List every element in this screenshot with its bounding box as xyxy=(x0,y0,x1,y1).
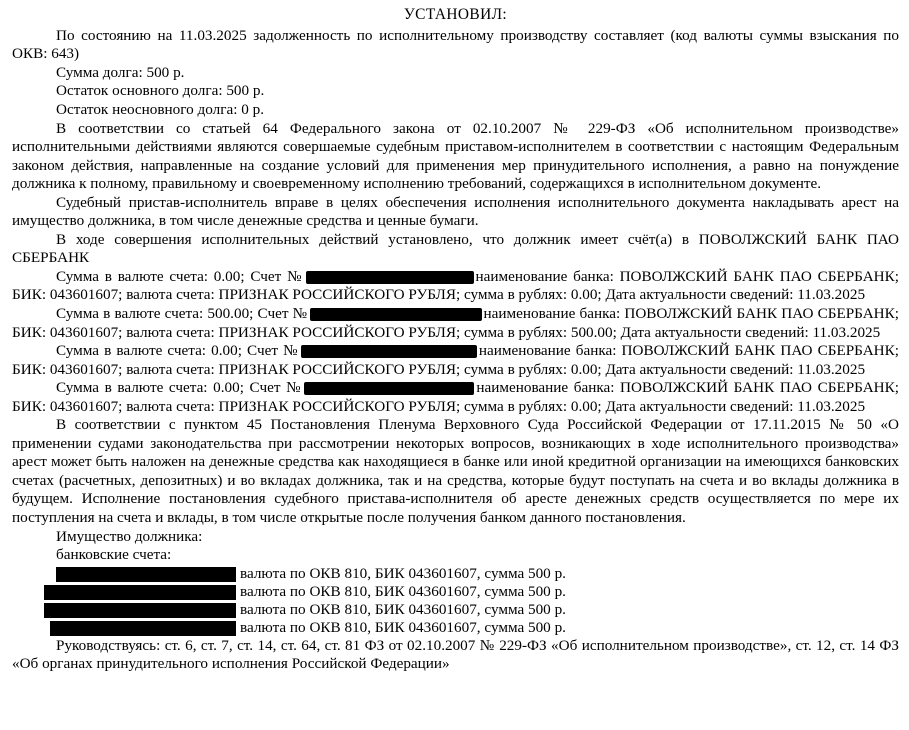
paragraph-arrest-right: Судебный пристав-исполнитель вправе в целях обеспечения исполнения исполнительного документа накладывать арест на имущество должника, в том числе денежные средства и ценные бумаги. xyxy=(12,193,899,230)
assets-list xyxy=(12,565,899,637)
account-prefix: Сумма в валюте счета: 0.00; Счет № xyxy=(56,379,303,397)
redacted-account-number xyxy=(304,382,474,395)
assets-label: Имущество должника: xyxy=(56,527,203,545)
debt-line-nonprincipal-remainder: Остаток неосновного долга: 0 р. xyxy=(56,100,264,118)
account-entry-1 xyxy=(12,268,899,305)
paragraph-closing: Руководствуясь: ст. 6, ст. 7, ст. 14, ст. 64, ст. 81 ФЗ от 02.10.2007 № 229-ФЗ «Об исполнительном производстве», ст. 12, ст. 14 ФЗ «Об органах принудительного исполнения Российской Федерации» xyxy=(12,636,899,673)
redacted-account-number xyxy=(50,621,236,636)
redacted-account-number xyxy=(310,308,482,321)
account-suffix: наименование банка: ПОВОЛЖСКИЙ БАНК ПАО СБЕРБАНК; БИК: 043601607; валюта счета: ПРИЗНАК РОССИЙСКОГО РУБЛЯ; сумма в рублях: 500.00; Дата актуальности сведений: 11.03.2025 xyxy=(12,304,899,341)
account-suffix: наименование банка: ПОВОЛЖСКИЙ БАНК ПАО СБЕРБАНК; БИК: 043601607; валюта счета: ПРИЗНАК РОССИЙСКОГО РУБЛЯ; сумма в рублях: 0.00; Дата актуальности сведений: 11.03.2025 xyxy=(12,342,899,378)
account-prefix: Сумма в валюте счета: 0.00; Счет № xyxy=(56,267,304,285)
asset-row-text: валюта по ОКВ 810, БИК 043601607, сумма 500 р. xyxy=(240,618,566,636)
account-entry-4 xyxy=(12,379,899,416)
list-item xyxy=(12,619,899,637)
asset-row-text: валюта по ОКВ 810, БИК 043601607, сумма 500 р. xyxy=(240,582,566,600)
paragraph-accounts-found: В ходе совершения исполнительных действий установлено, что должник имеет счёт(а) в ПОВОЛЖСКИЙ БАНК ПАО СБЕРБАНК xyxy=(12,230,899,267)
list-item xyxy=(12,583,899,601)
account-suffix: наименование банка: ПОВОЛЖСКИЙ БАНК ПАО СБЕРБАНК; БИК: 043601607; валюта счета: ПРИЗНАК РОССИЙСКОГО РУБЛЯ; сумма в рублях: 0.00; Дата актуальности сведений: 11.03.2025 xyxy=(12,379,899,415)
redacted-account-number xyxy=(44,603,236,618)
paragraph-law-64: В соответствии со статьей 64 Федерального закона от 02.10.2007 № 229-ФЗ «Об исполнительном производстве» исполнительными действиями являются совершаемые судебным приставом-исполнителем в соответствии с настоящим Федеральным законом действия, направленные на создание условий для применения мер принудительного исполнения, а равно на понуждение должника к полному, правильному и своевременному исполнению требований, содержащихся в исполнительном документе. xyxy=(12,119,899,193)
redacted-account-number xyxy=(306,271,474,284)
account-prefix: Сумма в валюте счета: 500.00; Счет № xyxy=(56,304,308,322)
account-prefix: Сумма в валюте счета: 0.00; Счет № xyxy=(56,342,299,360)
redacted-account-number xyxy=(301,345,477,358)
page-title: УСТАНОВИЛ: xyxy=(403,6,508,23)
account-suffix: наименование банка: ПОВОЛЖСКИЙ БАНК ПАО СБЕРБАНК; БИК: 043601607; валюта счета: ПРИЗНАК РОССИЙСКОГО РУБЛЯ; сумма в рублях: 0.00; Дата актуальности сведений: 11.03.2025 xyxy=(12,267,899,304)
redacted-account-number xyxy=(56,567,236,582)
list-item xyxy=(12,565,899,583)
intro-paragraph: По состоянию на 11.03.2025 задолженность по исполнительному производству составляет (код валюты суммы взыскания по ОКВ: 643) xyxy=(12,26,899,63)
paragraph-plenum: В соответствии с пунктом 45 Постановления Пленума Верховного Суда Российской Федерации от 17.11.2015 № 50 «О применении судами законодательства при рассмотрении некоторых вопросов, возникающих в ходе исполнительного производства» арест может быть наложен на денежные средства как находящиеся в банке или иной кредитной организации на имеющихся банковских счетах (расчетных, депозитных) и во вкладах должника, так и на средства, которые будут поступать на счета и во вклады должника в будущем. Исполнение постановления судебного пристава-исполнителя об аресте денежных средств осуществляется по мере их поступления на счета и вклады, в том числе открытые после получения банком данного постановления. xyxy=(12,416,899,526)
asset-row-text: валюта по ОКВ 810, БИК 043601607, сумма 500 р. xyxy=(240,564,566,582)
asset-row-text: валюта по ОКВ 810, БИК 043601607, сумма 500 р. xyxy=(240,600,566,618)
account-entry-3 xyxy=(12,342,899,379)
debt-line-total: Сумма долга: 500 р. xyxy=(56,63,185,81)
debt-line-principal-remainder: Остаток основного долга: 500 р. xyxy=(56,82,265,100)
list-item xyxy=(12,601,899,619)
redacted-account-number xyxy=(44,585,236,600)
account-entry-2 xyxy=(12,305,899,342)
assets-sublabel: банковские счета: xyxy=(56,546,172,564)
